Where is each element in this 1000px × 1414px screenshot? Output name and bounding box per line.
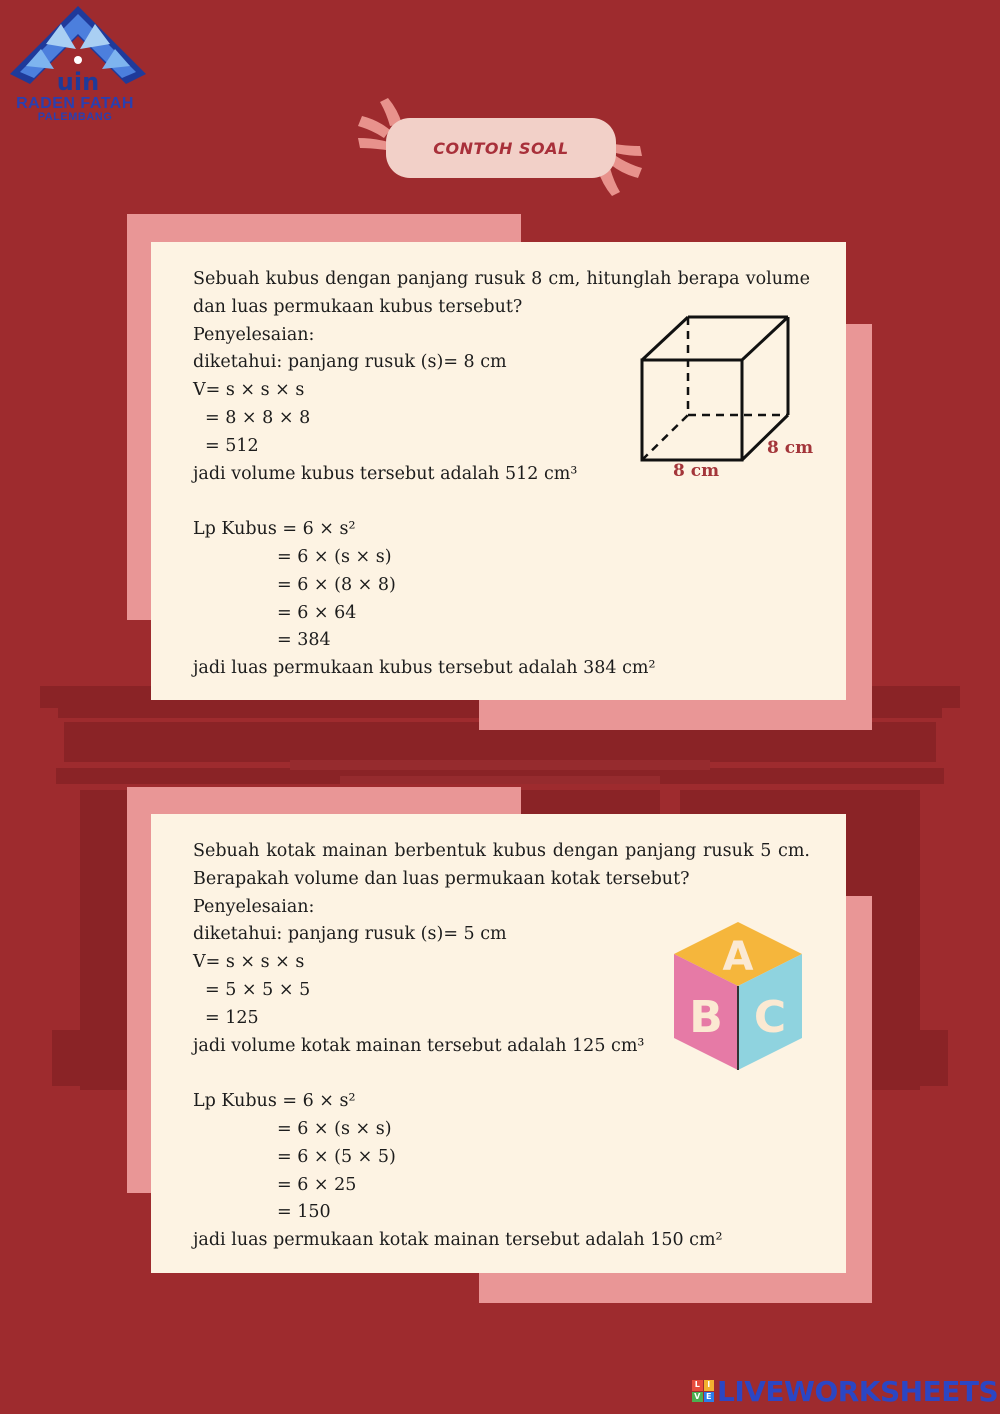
volume-result: = 512 xyxy=(205,435,259,456)
volume-conclusion: jadi volume kubus tersebut adalah 512 cm³ xyxy=(193,463,578,484)
area-conclusion: jadi luas permukaan kotak mainan tersebut adalah 150 cm² xyxy=(193,1230,723,1251)
area-step: = 6 × (8 × 8) xyxy=(277,574,396,595)
question-text: Sebuah kotak mainan berbentuk kubus dengan panjang rusuk 5 cm. Berapakah volume dan luas permukaan kotak tersebut? xyxy=(193,841,810,889)
solution-label: Penyelesaian: xyxy=(193,896,315,917)
section-title: CONTOH SOAL xyxy=(386,118,616,178)
volume-result: = 125 xyxy=(205,1007,259,1028)
area-step: = 6 × 25 xyxy=(277,1174,357,1195)
logo-mark: uin xyxy=(56,68,100,96)
volume-step: = 8 × 8 × 8 xyxy=(205,407,311,428)
cube-edge-label-side: 8 cm xyxy=(767,438,814,458)
area-formula: Lp Kubus = 6 × s² xyxy=(193,519,356,540)
cube-diagram xyxy=(630,305,820,490)
area-step: = 6 × 64 xyxy=(277,602,357,623)
volume-formula: V= s × s × s xyxy=(193,952,305,973)
cube-edge-label-bottom: 8 cm xyxy=(673,461,720,481)
volume-conclusion: jadi volume kotak mainan tersebut adalah 125 cm³ xyxy=(193,1035,645,1056)
block-letter-b: B xyxy=(689,992,723,1043)
area-result: = 384 xyxy=(277,630,331,651)
area-conclusion: jadi luas permukaan kubus tersebut adalah 384 cm² xyxy=(193,658,656,679)
area-step: = 6 × (5 × 5) xyxy=(277,1146,396,1167)
liveworksheets-watermark xyxy=(692,1374,998,1408)
area-result: = 150 xyxy=(277,1202,331,1223)
logo-name: RADEN FATAH xyxy=(16,95,134,112)
area-step: = 6 × (s × s) xyxy=(277,546,392,567)
solution-label: Penyelesaian: xyxy=(193,324,315,345)
given-text: diketahui: panjang rusuk (s)= 8 cm xyxy=(193,352,507,373)
question-text: Sebuah kubus dengan panjang rusuk 8 cm, hitunglah berapa volume dan luas permukaan kubus tersebut? xyxy=(193,269,810,317)
block-letter-c: C xyxy=(753,992,787,1043)
area-step: = 6 × (s × s) xyxy=(277,1118,392,1139)
given-text: diketahui: panjang rusuk (s)= 5 cm xyxy=(193,924,507,945)
volume-step: = 5 × 5 × 5 xyxy=(205,979,311,1000)
block-letter-a: A xyxy=(722,934,754,980)
liveworksheets-badge-icon: L I V E xyxy=(692,1380,714,1402)
volume-formula: V= s × s × s xyxy=(193,380,305,401)
logo-city: PALEMBANG xyxy=(37,111,113,123)
watermark-text: LIVEWORKSHEETS xyxy=(717,1374,999,1408)
area-formula: Lp Kubus = 6 × s² xyxy=(193,1091,356,1112)
abc-block-icon xyxy=(668,920,808,1075)
